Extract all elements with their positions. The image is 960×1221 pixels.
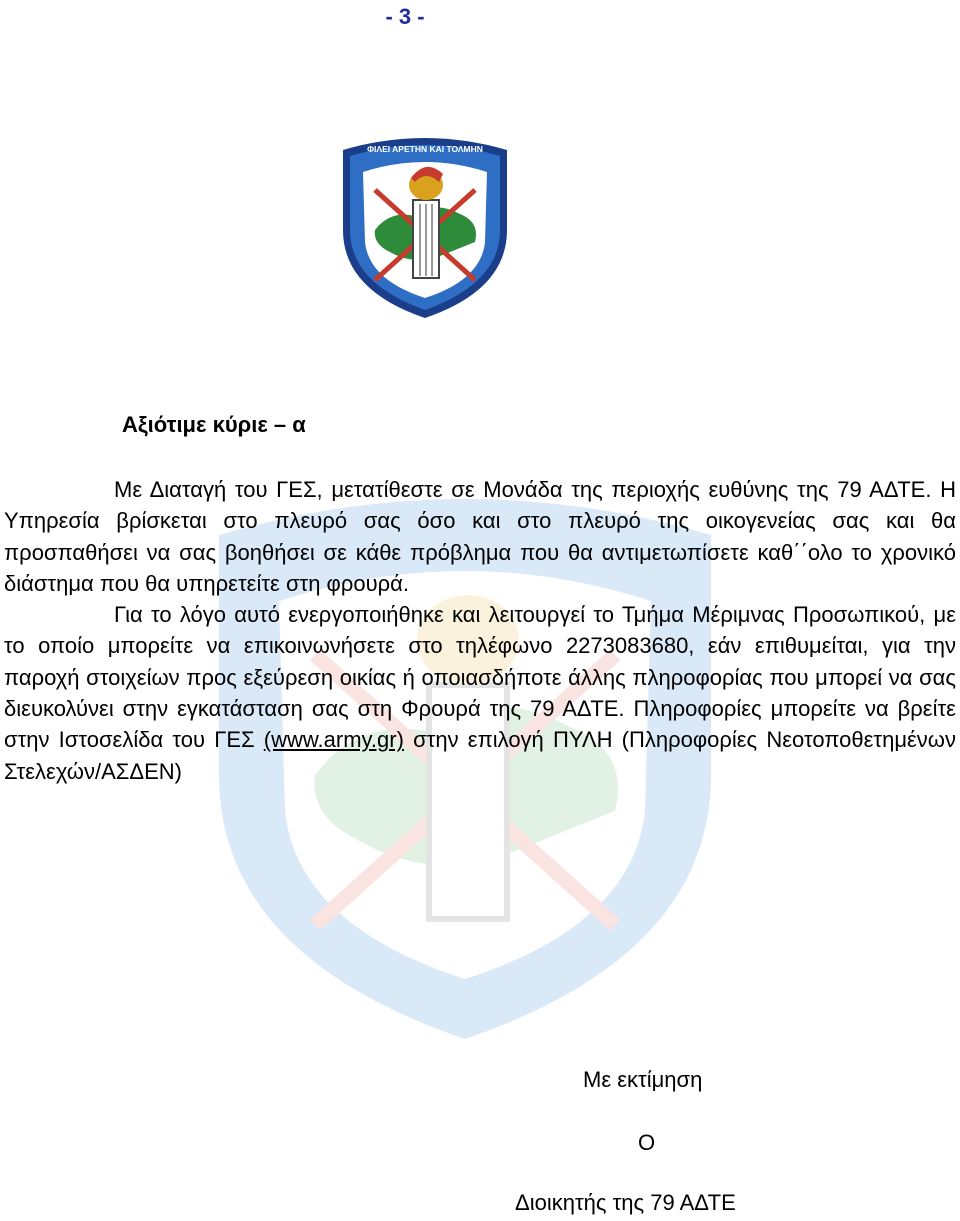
page-number: - 3 - — [385, 4, 425, 29]
salutation: Αξιότιμε κύριε – α — [122, 412, 306, 437]
svg-text:ΦΙΛΕΙ ΑΡΕΤΗΝ ΚΑΙ ΤΟΛΜΗΝ: ΦΙΛΕΙ ΑΡΕΤΗΝ ΚΑΙ ΤΟΛΜΗΝ — [367, 144, 483, 154]
signer-title: Διοικητής της 79 ΑΔΤΕ — [515, 1190, 736, 1215]
signer-article: Ο — [638, 1130, 656, 1155]
contact-text-end: στην επιλογή ΠΥΛΗ (Πληροφορίες Νεοτοποθετημένων Στελεχών/ΑΣΔΕΝ) — [4, 727, 956, 784]
unit-emblem-icon — [335, 130, 515, 320]
website-link[interactable]: (www.army.gr) — [263, 727, 404, 753]
closing: Με εκτίμηση — [583, 1067, 703, 1092]
contact-text: Για το λόγο αυτό ενεργοποιήθηκε και λειτουργεί το Τμήμα Μέριμνας Προσωπικού, με το οποίο μπορείτε να επικοινωνήσετε στο τηλέφωνο 2273083680, εάν επιθυμείται, για την παροχή στοιχείων προς εξεύρεση οικίας ή οποιασδήποτε άλλης πληροφορίας που μπορεί να σας διευκολύνει στην εγκατάσταση σας στη Φρουρά της 79 ΑΔΤΕ. Πληροφορίες μπορείτε να βρείτε στην Ιστοσελίδα του ΓΕΣ — [4, 602, 956, 753]
letter-body — [4, 474, 956, 787]
paragraph-contact-info — [4, 599, 956, 787]
paragraph-transfer-notice: Με Διαταγή του ΓΕΣ, μετατίθεστε σε Μονάδα της περιοχής ευθύνης της 79 ΑΔΤΕ. Η Υπηρεσία βρίσκεται στο πλευρό σας όσο και στο πλευρό της οικογενείας σας και θα προσπαθήσει να σας βοηθήσει σε κάθε πρόβλημα που θα αντιμετωπίσετε καθ΄΄ολο το χρονικό διάστημα που θα υπηρετείτε στη φρουρά. — [4, 477, 956, 596]
